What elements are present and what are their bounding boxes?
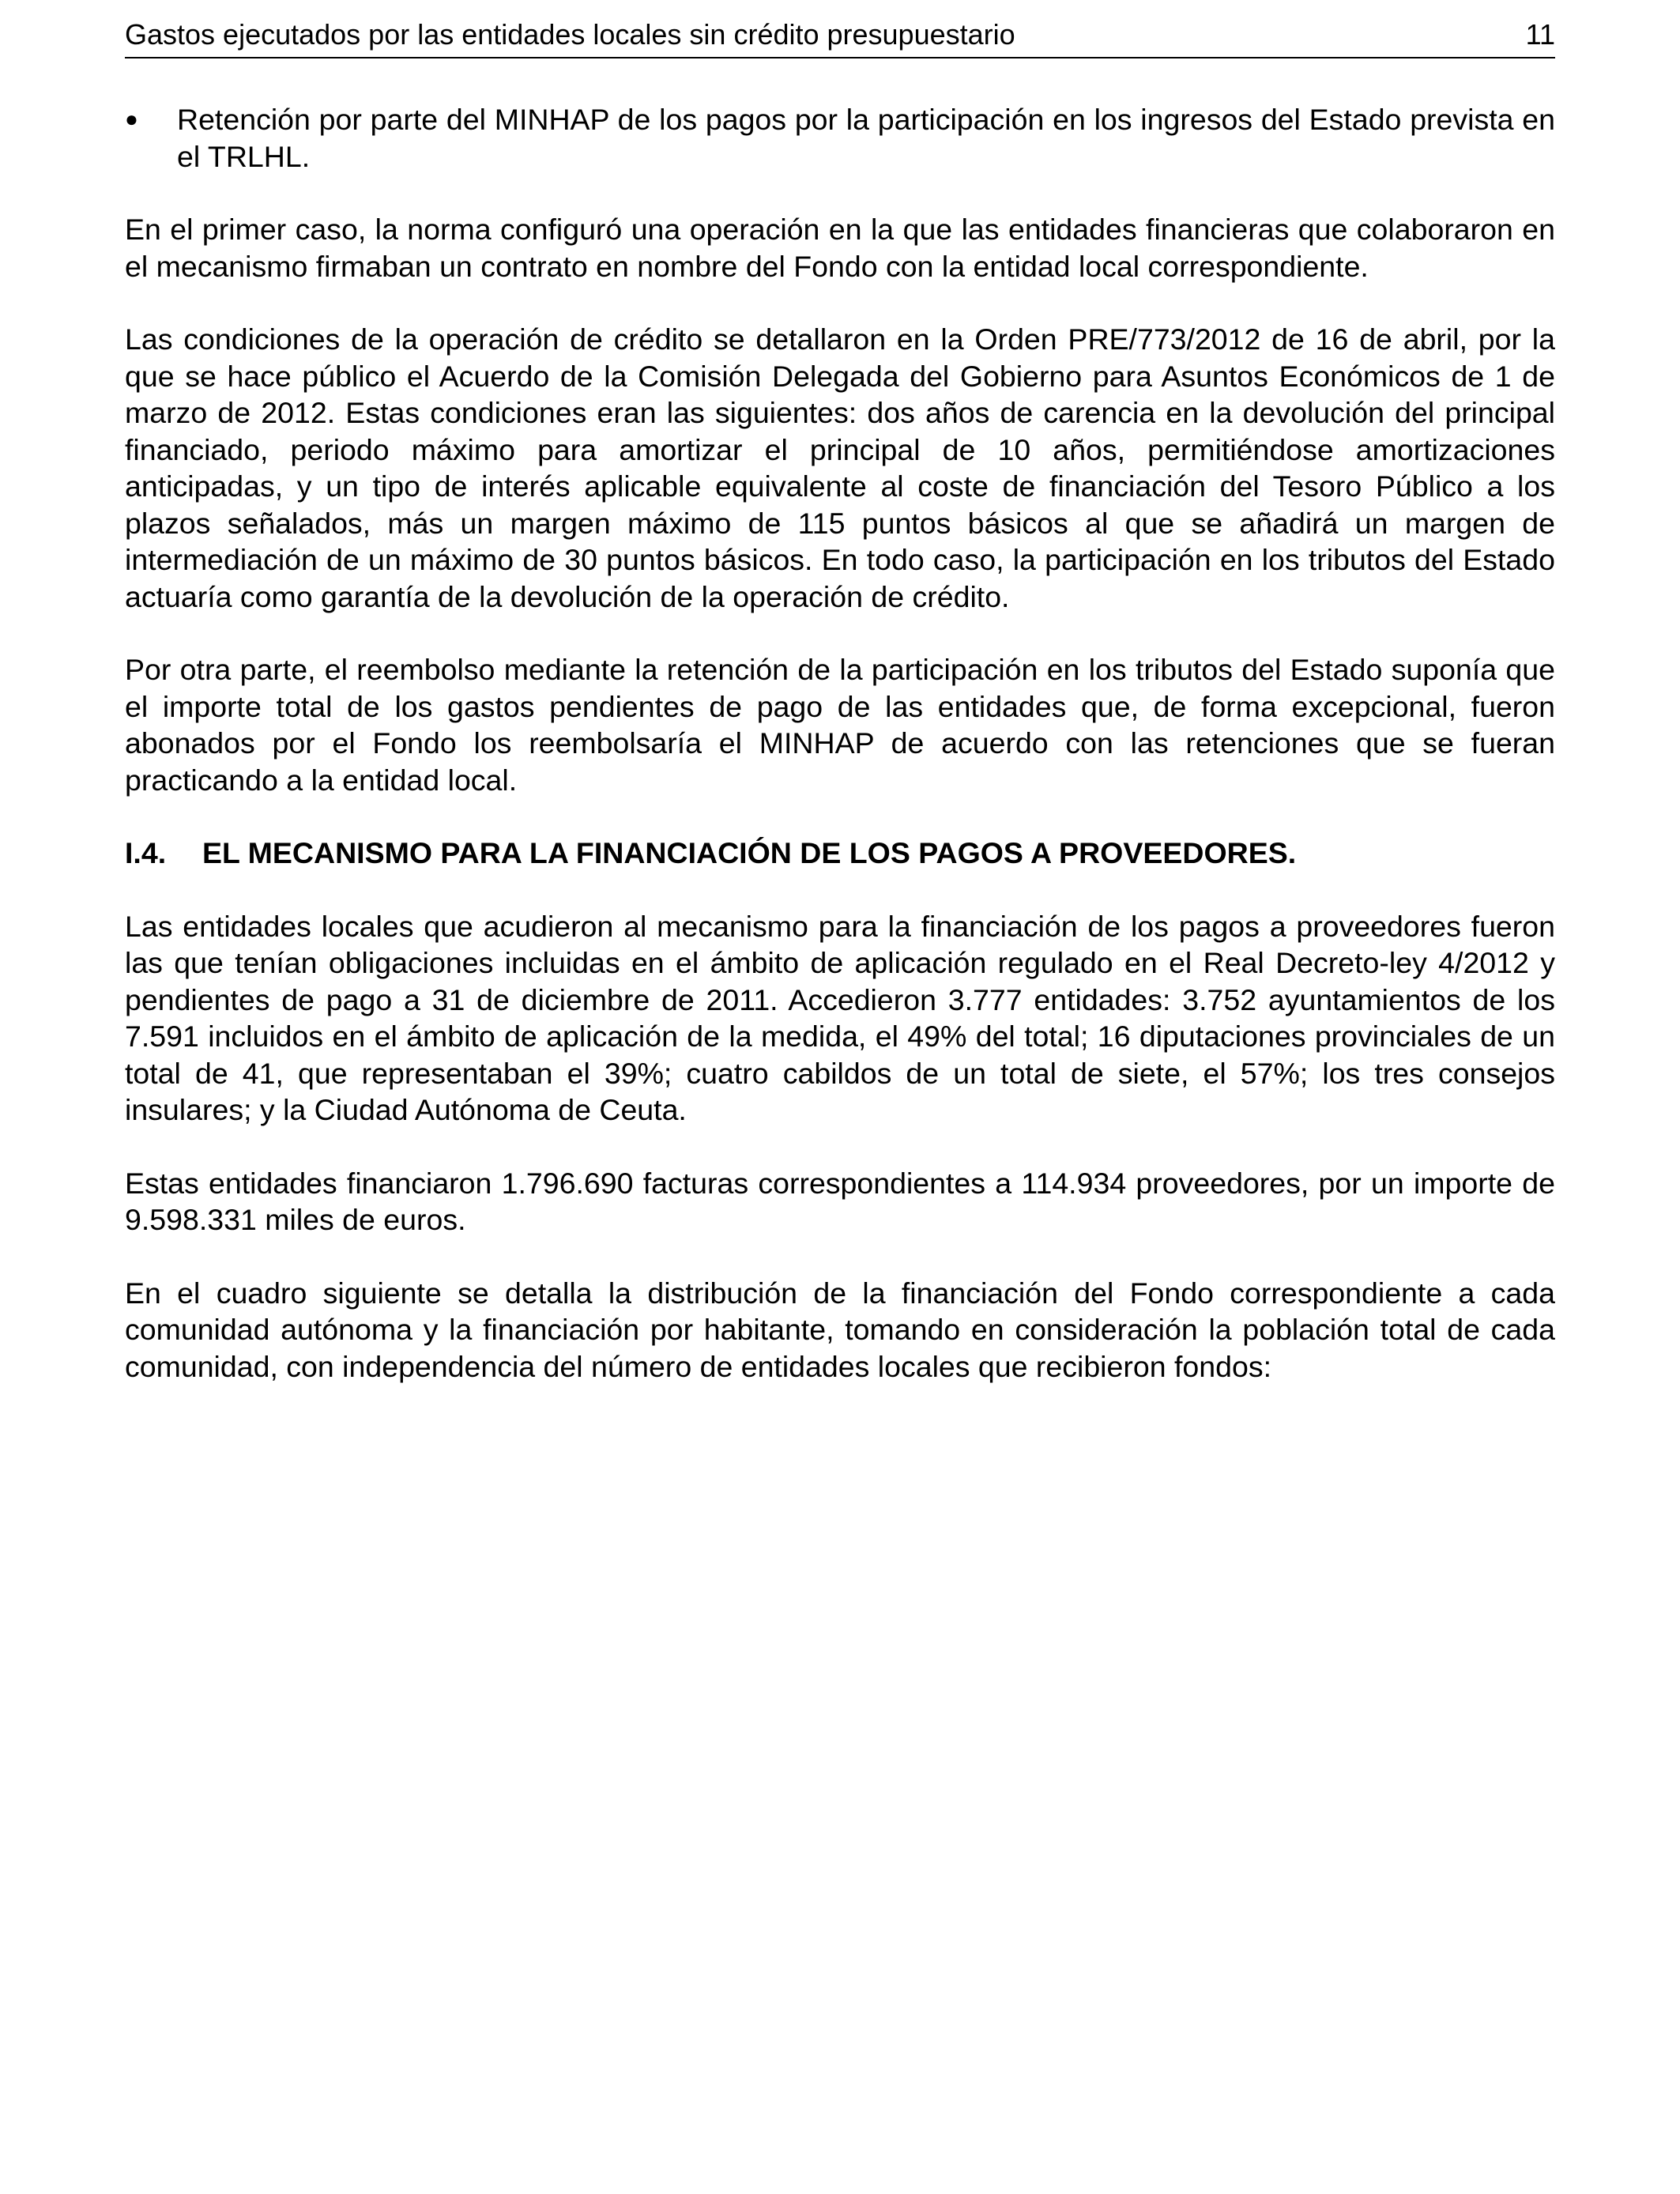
section-number: I.4. [125,836,167,869]
header-title: Gastos ejecutados por las entidades locales sin crédito presupuestario [125,18,1015,51]
bullet-text: Retención por parte del MINHAP de los pagos por la participación en los ingresos del Estado prevista en el TRLHL. [177,103,1555,173]
bullet-list [125,101,1555,175]
section-heading [125,835,1555,872]
paragraph: En el primer caso, la norma configuró una operación en la que las entidades financieras que colaboraron en el mecanismo firmaban un contrato en nombre del Fondo con la entidad local correspondiente. [125,213,1555,283]
paragraph: Las condiciones de la operación de crédito se detallaron en la Orden PRE/773/2012 de 16 de abril, por la que se hace público el Acuerdo de la Comisión Delegada del Gobierno para Asuntos Económicos de 1 de marzo de 2012. Estas condiciones eran las siguientes: dos años de carencia en la devolución del principal financiado, periodo máximo para amortizar el principal de 10 años, permitiéndose amortizaciones anticipadas, y un tipo de interés aplicable equivalente al coste de financiación del Tesoro Público a los plazos señalados, más un margen máximo de 115 puntos básicos al que se añadirá un margen de intermediación de un máximo de 30 puntos básicos. En todo caso, la participación en los tributos del Estado actuaría como garantía de la devolución de la operación de crédito. [125,322,1555,613]
paragraph: Por otra parte, el reembolso mediante la retención de la participación en los tributos del Estado suponía que el importe total de los gastos pendientes de pago de las entidades que, de forma excepcional, fueron abonados por el Fondo los reembolsaría el MINHAP de acuerdo con las retenciones que se fueran practicando a la entidad local. [125,653,1555,797]
paragraph: Estas entidades financiaron 1.796.690 facturas correspondientes a 114.934 proveedores, por un importe de 9.598.331 miles de euros. [125,1166,1555,1236]
running-header [125,0,1555,58]
section-title: EL MECANISMO PARA LA FINANCIACIÓN DE LOS PAGOS A PROVEEDORES. [202,836,1297,869]
bullet-item [125,101,1555,175]
paragraph: En el cuadro siguiente se detalla la distribución de la financiación del Fondo correspondiente a cada comunidad autónoma y la financiación por habitante, tomando en consideración la población total de cada comunidad, con independencia del número de entidades locales que recibieron fondos: [125,1276,1555,1383]
bullet-icon: ● [125,107,138,131]
paragraph: Las entidades locales que acudieron al mecanismo para la financiación de los pagos a proveedores fueron las que tenían obligaciones incluidas en el ámbito de aplicación regulado en el Real Decreto-ley 4/2012 y pendientes de pago a 31 de diciembre de 2011. Accedieron 3.777 entidades: 3.752 ayuntamientos de los 7.591 incluidos en el ámbito de aplicación de la medida, el 49% del total; 16 diputaciones provinciales de un total de 41, que representaban el 39%; cuatro cabildos de un total de siete, el 57%; los tres consejos insulares; y la Ciudad Autónoma de Ceuta. [125,909,1555,1126]
document-page [125,0,1555,1385]
document-body [125,101,1555,1385]
page-number: 11 [1525,18,1555,51]
